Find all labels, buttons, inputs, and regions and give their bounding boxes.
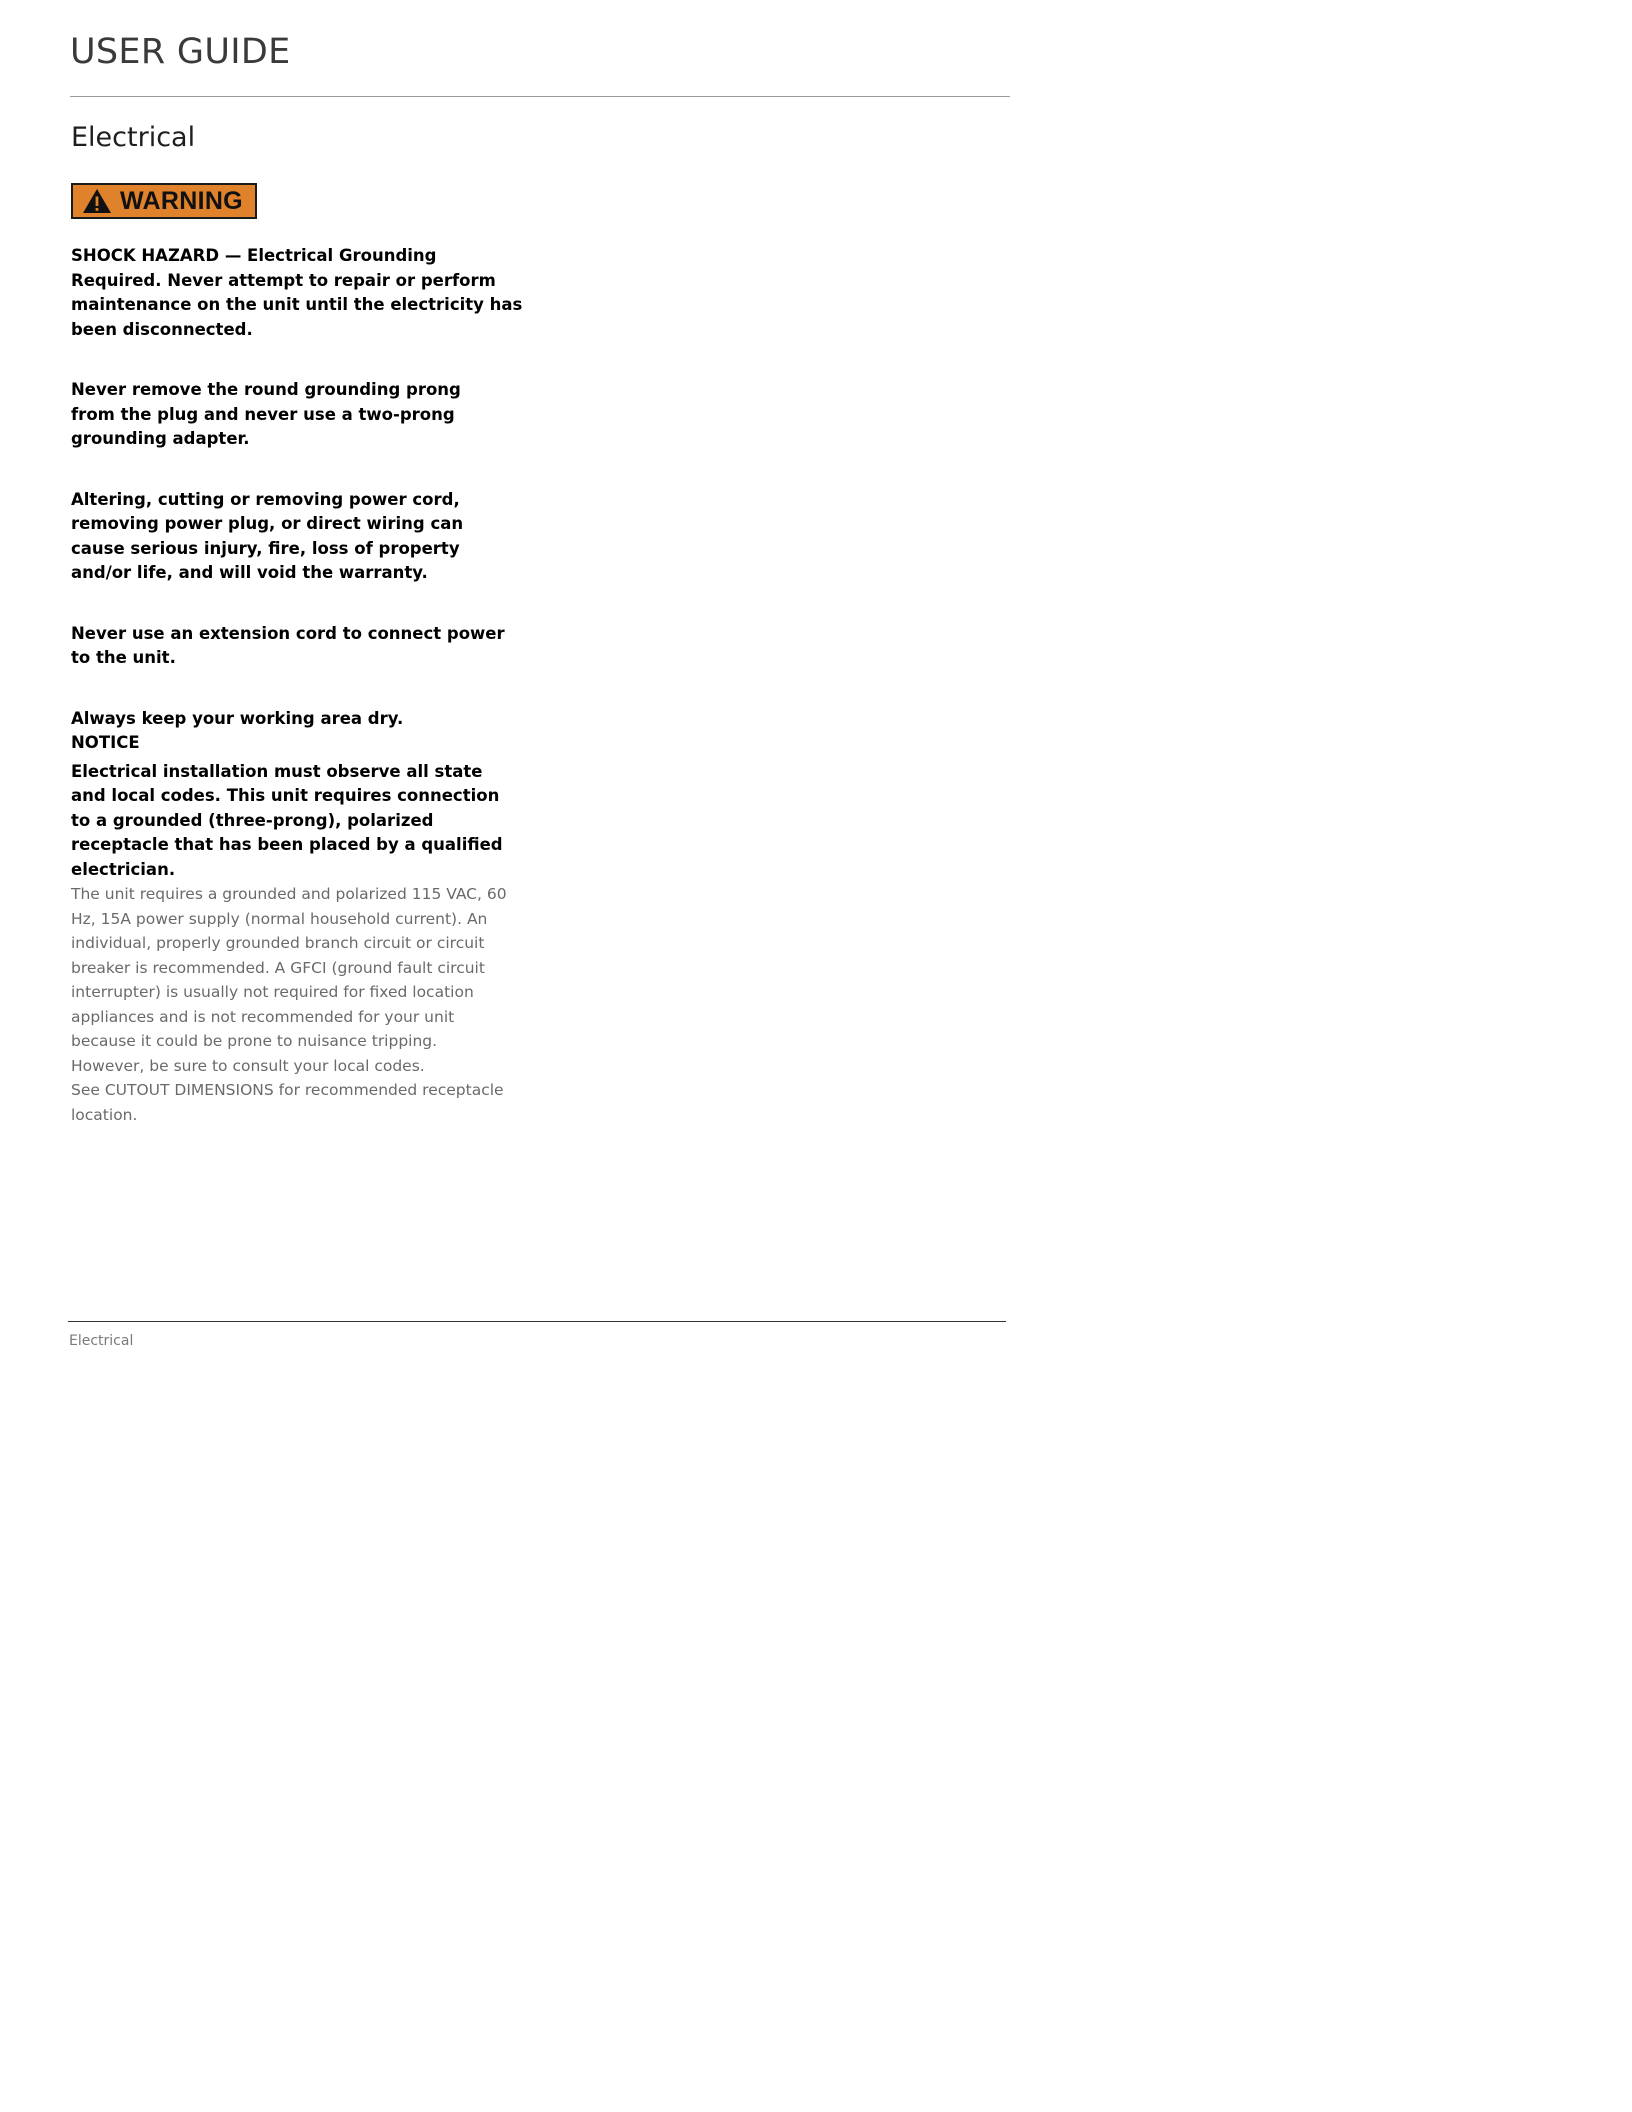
header-divider xyxy=(70,96,1010,97)
main-content xyxy=(71,244,523,1127)
warning-triangle-icon xyxy=(73,188,112,214)
cutout-reference-paragraph: See CUTOUT DIMENSIONS for recommended receptacle location. xyxy=(71,1081,504,1124)
warning-badge xyxy=(71,183,257,219)
document-header-title: USER GUIDE xyxy=(70,32,291,72)
notice-body: Electrical installation must observe all state and local codes. This unit requires connection to a grounded (three-prong), polarized receptacle that has been placed by a qualified electrician. xyxy=(71,761,503,879)
warning-shock-hazard: SHOCK HAZARD — Electrical Grounding Required. Never attempt to repair or perform maintenance on the unit until the electricity has been disconnected. xyxy=(71,246,523,339)
warning-keep-dry: Always keep your working area dry. xyxy=(71,708,404,728)
footer-divider xyxy=(68,1321,1006,1322)
warning-power-cord: Altering, cutting or removing power cord, removing power plug, or direct wiring can cause serious injury, fire, loss of property and/or life, and will void the warranty. xyxy=(71,489,464,582)
warning-grounding-prong: Never remove the round grounding prong from the plug and never use a two-prong grounding adapter. xyxy=(71,380,461,448)
warning-label: WARNING xyxy=(120,186,243,215)
warning-extension-cord: Never use an extension cord to connect power to the unit. xyxy=(71,623,505,667)
power-supply-paragraph: The unit requires a grounded and polarized 115 VAC, 60 Hz, 15A power supply (normal household current). An individual, properly grounded branch circuit or circuit breaker is recommended. A GFCI (ground fault circuit interrupter) is usually not required for fixed location appliances and is not recommended for your unit because it could be prone to nuisance tripping. However, be sure to consult your local codes. xyxy=(71,885,507,1075)
section-title: Electrical xyxy=(71,122,196,153)
notice-heading: NOTICE xyxy=(71,733,140,752)
footer-section-label: Electrical xyxy=(69,1333,134,1349)
